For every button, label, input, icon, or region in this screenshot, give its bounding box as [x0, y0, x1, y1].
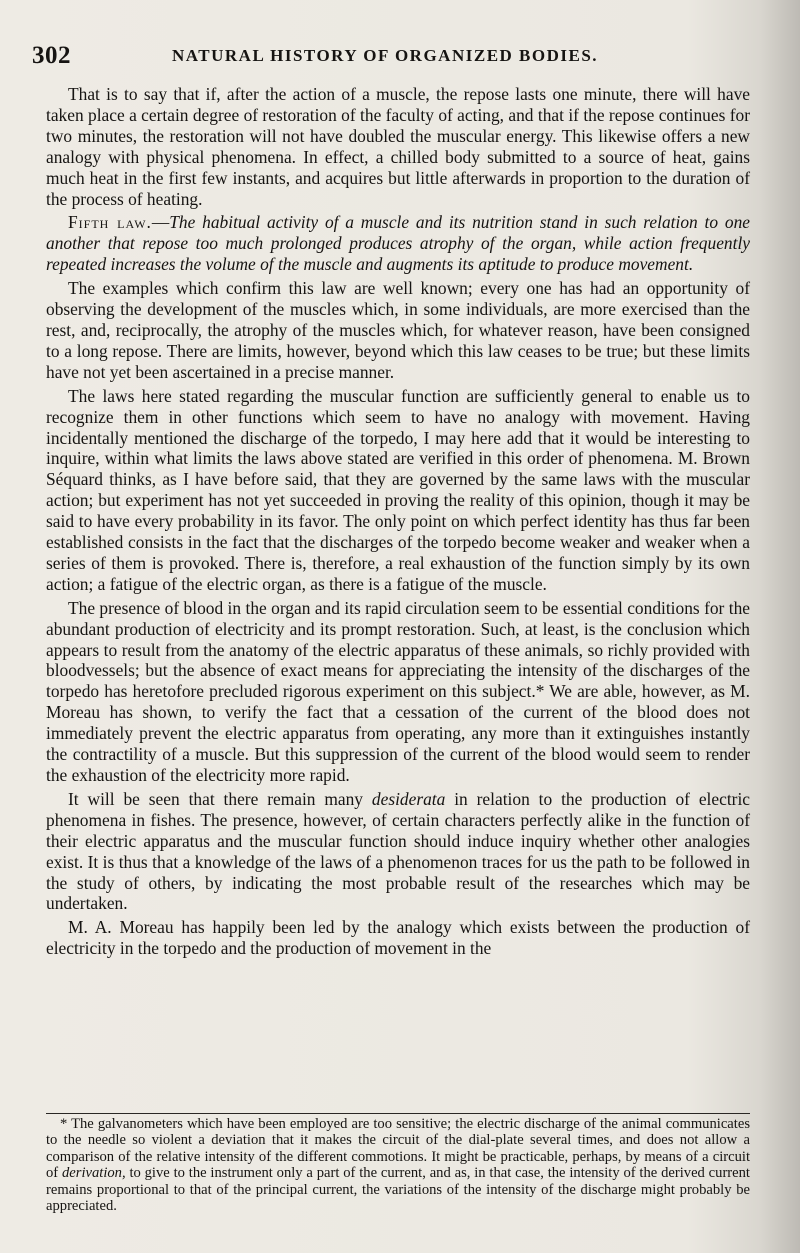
paragraph-5: The presence of blood in the organ and its rapid circulation seem to be essential conditions for the abundant production of electricity and its prompt restoration. Such, at least, is the conclusion which appears to result from the anatomy of the electric apparatus of these animals, so richly provided with bloodvessels; but the absence of exact means for appreciating the intensity of the discharges of the torpedo has heretofore precluded rigorous experiment on this subject.* We are able, however, as M. Moreau has shown, to verify the fact that a cessation of the current of the blood does not immediately prevent the electric apparatus from operating, any more than it extinguishes instantly the contractility of a muscle. But this suppression of the current of the blood would seem to render the exhaustion of the electricity more rapid. [46, 597, 750, 785]
paragraph-6-start: It will be seen that there remain many [68, 788, 372, 809]
page-header [32, 42, 752, 72]
footnote-end: to give to the instrument only a part of the current, and as, in that case, the intensity of the derived current remains proportional to that of the principal current, the variations of the intensity of the discharge might probably be appreciated. [46, 1165, 750, 1215]
footnote-text [46, 1116, 750, 1214]
paragraph-fifth-law: Fifth law.—The habitual activity of a muscle and its nutrition stand in such relation to one another that repose too much prolonged produces atrophy of the organ, while action frequently repeated increases the volume of the muscle and augments its aptitude to produce movement. [46, 212, 750, 275]
fifth-law-statement: The habitual activity of a muscle and its nutrition stand in such relation to one another that repose too much prolonged produces atrophy of the organ, while action frequently repeated increases the volume of the muscle and augments its aptitude to produce movement. [46, 212, 750, 275]
paragraph-6 [46, 789, 750, 914]
paragraph-1: That is to say that if, after the action of a muscle, the repose lasts one minute, there will have taken place a certain degree of restoration of the faculty of acting, and that if the repose continues for two minutes, the restoration will not have doubled the muscular energy. This likewise offers a new analogy with physical phenomena. In effect, a chilled body submitted to a source of heat, gains much heat in the first few instants, and acquires but little afterwards in proportion to the duration of the process of heating. [46, 84, 750, 209]
desiderata-term: desiderata [371, 788, 446, 809]
footnote [46, 1116, 750, 1214]
footnote-start: * The galvanometers which have been employed are too sensitive; the electric discharge of the animal communicates to the needle so violent a deviation that it makes the circuit of the dial-plate several times, and does not allow a comparison of the relative intensity of the different commotions. It might be practicable, perhaps, by means of a circuit of [46, 1116, 750, 1182]
running-head: NATURAL HISTORY OF ORGANIZED BODIES. [172, 46, 599, 65]
paragraph-4: The laws here stated regarding the muscular function are sufficiently general to enable us to recognize them in other functions which seem to have no analogy with movement. Having incidentally mentioned the discharge of the torpedo, I may here add that it would be interesting to inquire, within what limits the laws above stated are verified in this order of phenomena. M. Brown Séquard thinks, as I have before said, that they are governed by the same laws with the muscular action; but experiment has not yet succeeded in proving the reality of this opinion, though it may be said to have every probability in its favor. The only point on which perfect identity has thus far been established consists in the fact that the discharges of the torpedo become weaker and weaker when a series of them is provoked. There is, therefore, a real exhaustion of the function simply by its own action; a fatigue of the electric organ, as there is a fatigue of the muscle. [46, 385, 750, 594]
footnote-divider [46, 1113, 750, 1114]
paragraph-7: M. A. Moreau has happily been led by the analogy which exists between the production of electricity in the torpedo and the production of movement in the [46, 917, 750, 959]
paragraph-3: The examples which confirm this law are well known; every one has had an opportunity of observing the development of the muscles which, in some individuals, are more exercised than the rest, and, reciprocally, the atrophy of the muscles which, for whatever reason, have been consigned to a long repose. There are limits, however, beyond which this law ceases to be true; but these limits have not yet been ascertained in a precise manner. [46, 278, 750, 382]
paragraph-6-end: in relation to the production of electric phenomena in fishes. The presence, however, of certain characters perfectly alike in the function of their electric apparatus and the muscular function should induce inquiry whether other analogies exist. It is thus that a knowledge of the laws of a phenomenon traces for us the path to be followed in the study of others, by indicating the most probable result of the researches which may be undertaken. [46, 788, 750, 914]
derivation-term: derivation, [61, 1165, 126, 1182]
page-number: 302 [32, 42, 71, 69]
body-text [46, 84, 750, 962]
fifth-law-label: Fifth law. [68, 212, 152, 233]
